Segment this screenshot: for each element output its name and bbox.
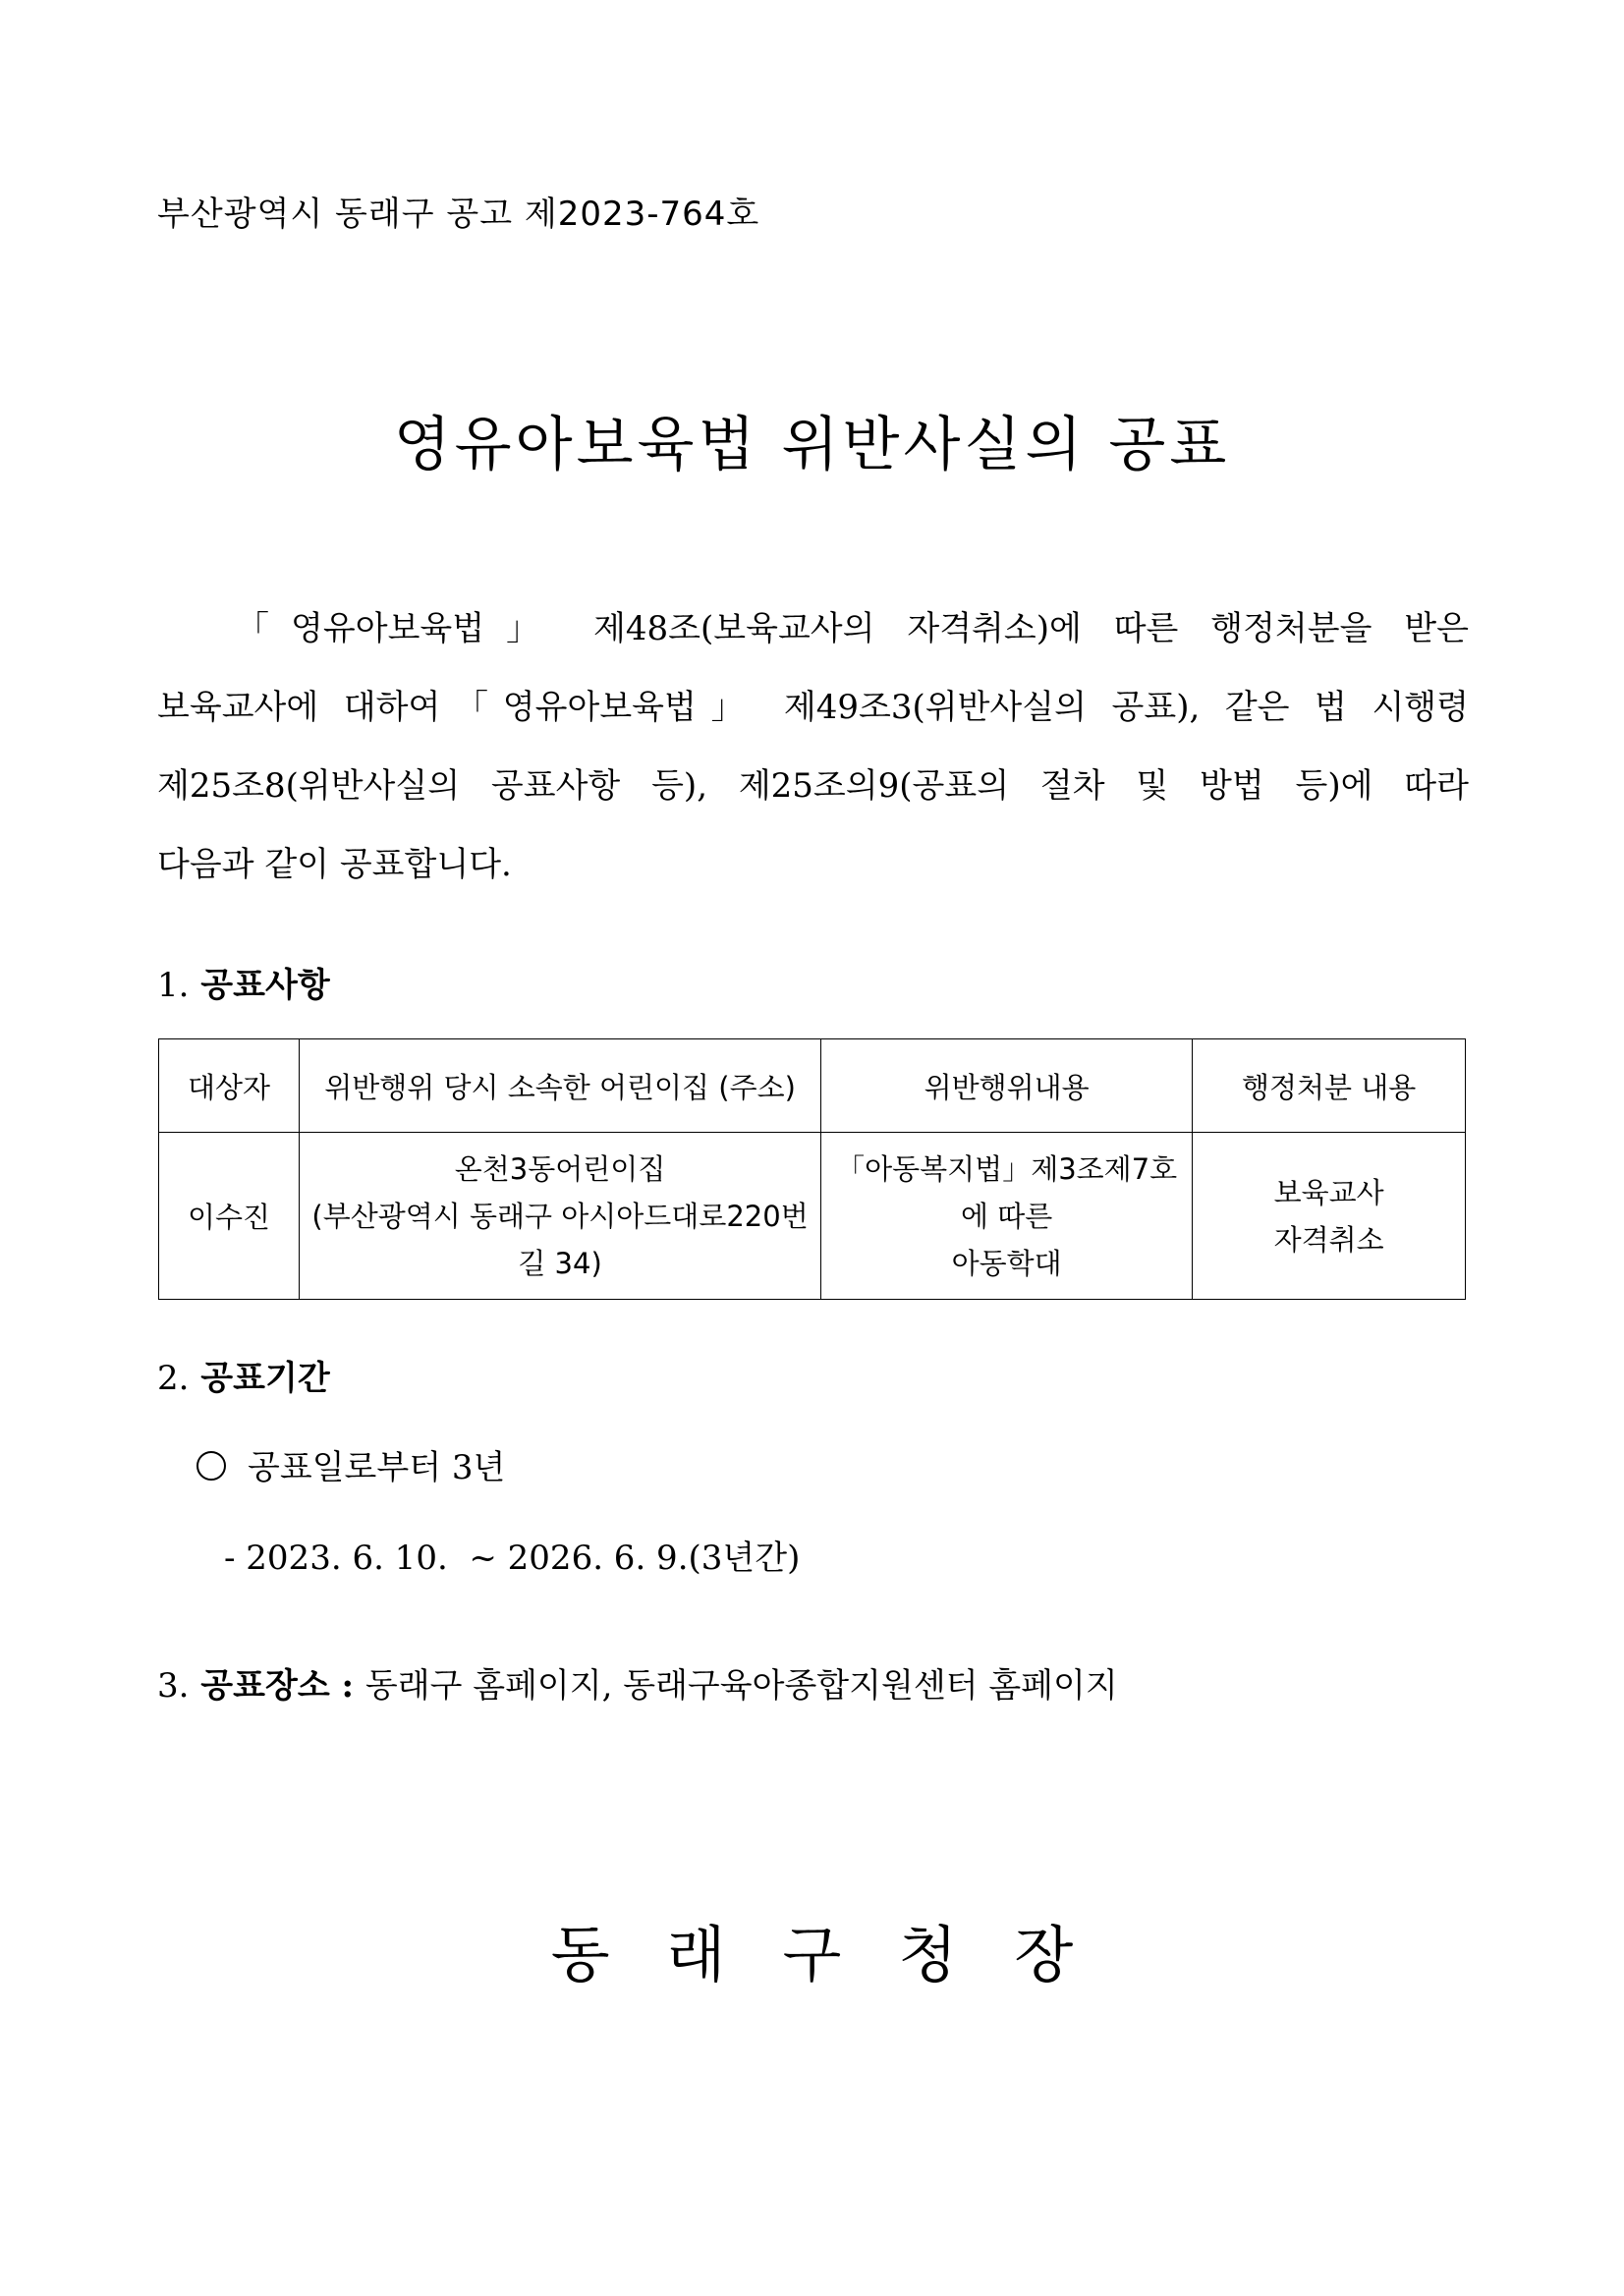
header-action: 행정처분 내용 <box>1193 1039 1466 1133</box>
table-header-row <box>159 1039 1466 1133</box>
table-row <box>159 1133 1466 1300</box>
cell-daycare-address: (부산광역시 동래구 아시아드대로220번길 34) <box>311 1199 809 1280</box>
intro-line: 「영유아보육법」 제48조(보육교사의 자격취소)에 따른 행정처분을 받은 <box>236 609 1469 648</box>
header-violation: 위반행위내용 <box>821 1039 1193 1133</box>
period-item-text: 공표일로부터 3년 <box>248 1448 506 1487</box>
section-heading-notice-items <box>157 958 330 1006</box>
section-number: 2. <box>157 1359 190 1398</box>
section-label: 공표기간 <box>200 1359 330 1398</box>
header-target: 대상자 <box>159 1039 300 1133</box>
section-label: 공표장소 : <box>200 1666 355 1706</box>
period-item <box>196 1440 505 1488</box>
section-number: 3. <box>157 1666 190 1706</box>
notice-place: 동래구 홈페이지, 동래구육아종합지원센터 홈페이지 <box>364 1666 1118 1706</box>
cell-violation <box>821 1133 1193 1300</box>
intro-line: 다음과 같이 공표합니다. <box>157 845 512 884</box>
signature: 동래구청장 <box>550 1919 1131 1990</box>
intro-line: 제25조8(위반사실의 공표사항 등), 제25조의9(공표의 절차 및 방법 등)에 따라 <box>157 766 1469 806</box>
intro-line: 보육교사에 대하여「영유아보육법」 제49조3(위반사실의 공표), 같은 법 시행령 <box>157 688 1469 727</box>
section-heading-notice-place <box>157 1658 1118 1707</box>
document-title: 영유아보육법 위반사실의 공표 <box>393 411 1231 479</box>
cell-action-line1: 보육교사 <box>1273 1175 1384 1209</box>
cell-daycare-name: 온천3동어린이집 <box>454 1151 666 1186</box>
cell-action <box>1193 1133 1466 1300</box>
circle-bullet-icon <box>196 1451 226 1481</box>
header-daycare <box>300 1039 821 1133</box>
cell-violation-line2: 아동학대 <box>951 1246 1062 1280</box>
cell-action-line2: 자격취소 <box>1273 1222 1384 1257</box>
intro-paragraph <box>157 589 1469 904</box>
section-number: 1. <box>157 966 190 1005</box>
notice-table <box>158 1038 1466 1300</box>
header-daycare-line2: (주소) <box>718 1070 796 1104</box>
notice-number: 부산광역시 동래구 공고 제2023-764호 <box>157 195 760 234</box>
period-range: - 2023. 6. 10. ~ 2026. 6. 9.(3년간) <box>224 1539 801 1578</box>
cell-daycare <box>300 1133 821 1300</box>
header-daycare-line1: 위반행위 당시 소속한 어린이집 <box>324 1070 710 1104</box>
section-label: 공표사항 <box>200 966 330 1005</box>
section-heading-notice-period <box>157 1351 330 1399</box>
cell-target: 이수진 <box>159 1133 300 1300</box>
cell-violation-line1: 「아동복지법」제3조제7호에 따른 <box>836 1151 1178 1233</box>
